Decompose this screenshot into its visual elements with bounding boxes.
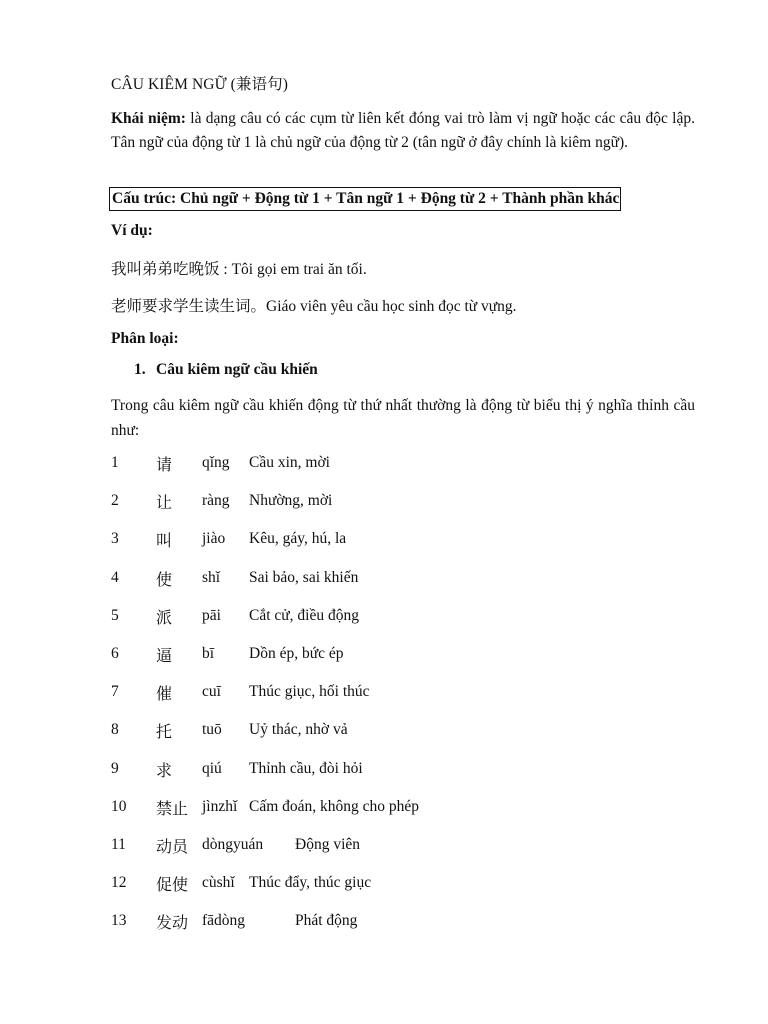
verb-pinyin: qǐng xyxy=(202,454,230,471)
verb-pinyin: qiú xyxy=(202,760,222,777)
section-heading xyxy=(134,361,318,379)
example-2-translation: Giáo viên yêu cầu học sinh đọc từ vựng. xyxy=(266,298,517,315)
classification-label: Phân loại: xyxy=(111,330,179,347)
examples-label: Ví dụ: xyxy=(111,222,153,239)
verb-meaning: Dồn ép, bức ép xyxy=(249,645,344,662)
example-1-translation: : Tôi gọi em trai ăn tối. xyxy=(219,261,367,278)
verb-pinyin: tuō xyxy=(202,721,222,738)
section-title: Câu kiêm ngữ cầu khiến xyxy=(156,361,318,378)
verb-hanzi: 发动 xyxy=(156,913,189,932)
verb-hanzi: 催 xyxy=(156,684,173,703)
verb-meaning: Phát động xyxy=(295,912,358,929)
verb-hanzi: 求 xyxy=(156,761,173,780)
verb-hanzi: 使 xyxy=(156,570,173,589)
verb-number: 6 xyxy=(111,645,119,662)
verb-meaning: Cắt cử, điều động xyxy=(249,607,359,624)
verb-meaning: Cấm đoán, không cho phép xyxy=(249,798,420,815)
verb-meaning: Kêu, gáy, hú, la xyxy=(249,530,347,547)
verb-number: 4 xyxy=(111,569,119,586)
verb-number: 12 xyxy=(111,874,127,891)
concept-text: là dạng câu có các cụm từ liên kết đóng vai trò làm vị ngữ hoặc các câu độc lập. Tân ngữ của động từ 1 là chủ ngữ của động từ 2 (tân ngữ ở đây chính là kiêm ngữ). xyxy=(111,110,695,151)
verb-hanzi: 禁止 xyxy=(156,799,189,818)
verb-pinyin: bī xyxy=(202,645,215,662)
verb-hanzi: 促使 xyxy=(156,875,189,894)
verb-hanzi: 叫 xyxy=(156,531,173,550)
verb-number: 13 xyxy=(111,912,127,929)
verb-pinyin: shǐ xyxy=(202,569,221,586)
verb-hanzi: 逼 xyxy=(156,646,173,665)
verb-number: 2 xyxy=(111,492,119,509)
section-number: 1. xyxy=(134,361,146,378)
verb-meaning: Nhường, mời xyxy=(249,492,333,509)
verb-pinyin: cùshǐ xyxy=(202,874,235,891)
verb-pinyin: jiào xyxy=(202,530,226,547)
verb-pinyin: ràng xyxy=(202,492,230,509)
verb-number: 3 xyxy=(111,530,119,547)
example-2-chinese: 老师要求学生读生词。 xyxy=(111,297,267,315)
verb-number: 7 xyxy=(111,683,119,700)
verb-meaning: Cầu xin, mời xyxy=(249,454,330,471)
example-1 xyxy=(111,257,367,279)
verb-pinyin: cuī xyxy=(202,683,221,700)
verb-pinyin: dòngyuán xyxy=(202,836,264,853)
verb-meaning: Uỷ thác, nhờ vả xyxy=(249,721,348,738)
example-1-chinese: 我叫弟弟吃晚饭 xyxy=(111,260,220,278)
verb-pinyin: jìnzhǐ xyxy=(202,798,238,815)
verb-number: 11 xyxy=(111,836,126,853)
verb-number: 1 xyxy=(111,454,119,471)
verb-number: 10 xyxy=(111,798,127,815)
document-title: CÂU KIÊM NGỮ (兼语句) xyxy=(111,76,288,93)
verb-number: 9 xyxy=(111,760,119,777)
concept-label: Khái niệm: xyxy=(111,110,186,127)
verb-hanzi: 动员 xyxy=(156,837,189,856)
verb-hanzi: 派 xyxy=(156,608,173,627)
verb-hanzi: 让 xyxy=(156,493,173,512)
verb-number: 8 xyxy=(111,721,119,738)
example-2 xyxy=(111,294,517,316)
verb-hanzi: 请 xyxy=(156,455,173,474)
structure-box: Cấu trúc: Chủ ngữ + Động từ 1 + Tân ngữ 1 + Động từ 2 + Thành phần khác xyxy=(109,187,621,211)
concept-paragraph xyxy=(111,107,695,155)
verb-meaning: Thúc đẩy, thúc giục xyxy=(249,874,372,891)
verb-hanzi: 托 xyxy=(156,722,173,741)
verb-meaning: Thỉnh cầu, đòi hỏi xyxy=(249,760,363,777)
verb-meaning: Thúc giục, hối thúc xyxy=(249,683,370,700)
verb-meaning: Động viên xyxy=(295,836,361,853)
verb-pinyin: fādòng xyxy=(202,912,246,929)
verb-pinyin: pāi xyxy=(202,607,221,624)
verb-meaning: Sai bảo, sai khiến xyxy=(249,569,359,586)
intro-paragraph: Trong câu kiêm ngữ cầu khiến động từ thứ nhất thường là động từ biểu thị ý nghĩa thỉnh cầu như: xyxy=(111,397,695,439)
verb-number: 5 xyxy=(111,607,119,624)
